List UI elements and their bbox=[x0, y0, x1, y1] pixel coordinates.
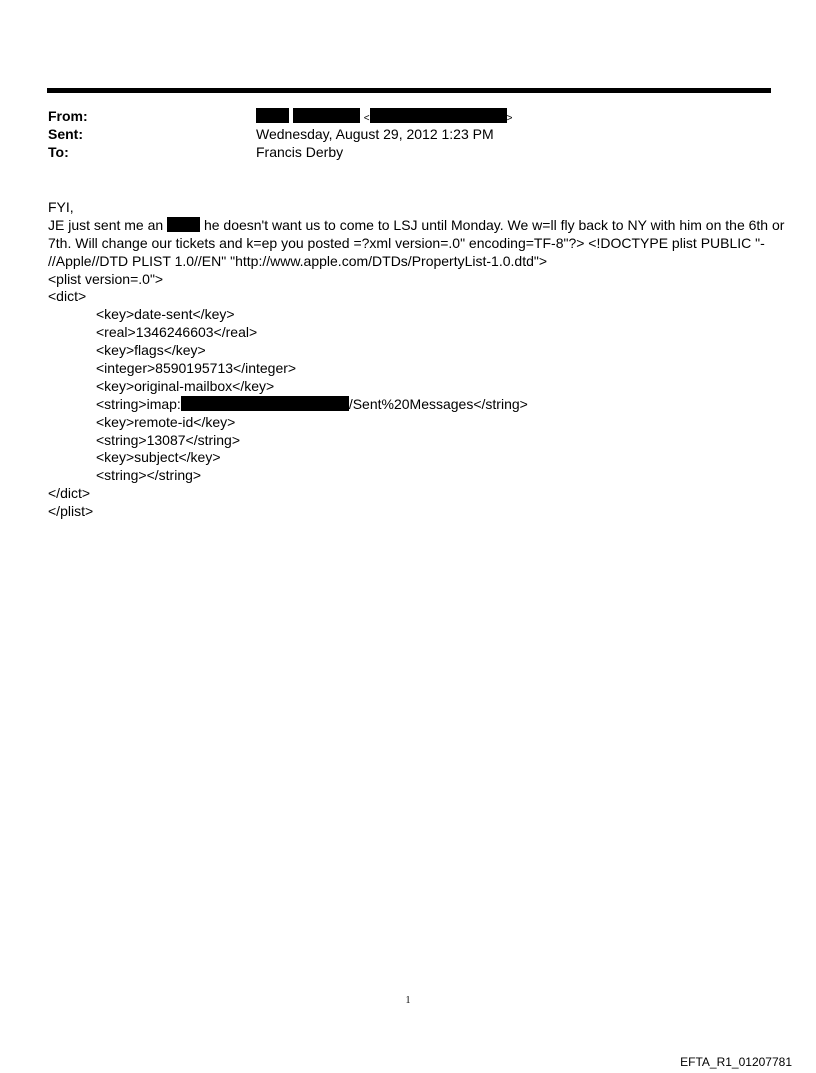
redaction-box bbox=[181, 396, 349, 411]
body-text: /Sent%20Messages</string> bbox=[348, 395, 528, 412]
plist-entry: <integer>8590195713</integer> bbox=[96, 360, 297, 377]
plist-close: </plist> bbox=[48, 503, 94, 520]
redaction-box bbox=[293, 108, 360, 123]
plist-entry: <real>1346246603</real> bbox=[96, 324, 258, 341]
to-value: Francis Derby bbox=[256, 144, 344, 160]
body-line bbox=[48, 216, 785, 235]
plist-entry: <key>flags</key> bbox=[96, 342, 206, 359]
sent-label: Sent: bbox=[48, 126, 83, 142]
dict-open: <dict> bbox=[48, 288, 87, 305]
to-label: To: bbox=[48, 144, 69, 160]
from-gt: > bbox=[506, 113, 513, 124]
body-text: he doesn't want us to come to LSJ until Monday. We w=ll fly back to NY with him on the 6th or bbox=[203, 216, 785, 233]
from-label: From: bbox=[48, 108, 88, 124]
header-rule bbox=[47, 88, 771, 93]
plist-entry: <key>remote-id</key> bbox=[96, 413, 236, 430]
plist-entry bbox=[48, 396, 764, 414]
dict-close: </dict> bbox=[48, 485, 91, 502]
body-line: 7th. Will change our tickets and k=ep you posted =?xml version=.0" encoding=TF-8"?> <!DOCTYPE plist PUBLIC "- bbox=[48, 234, 765, 251]
greeting: FYI, bbox=[48, 199, 74, 215]
body-text: JE just sent me an bbox=[48, 216, 164, 233]
body-line: //Apple//DTD PLIST 1.0//EN" "http://www.apple.com/DTDs/PropertyList-1.0.dtd"> bbox=[48, 252, 548, 269]
sent-value: Wednesday, August 29, 2012 1:23 PM bbox=[256, 126, 494, 142]
body-text: <string>imap: bbox=[96, 395, 181, 412]
page-number: 1 bbox=[405, 995, 411, 1006]
redaction-box bbox=[370, 108, 507, 123]
plist-open: <plist version=.0"> bbox=[48, 270, 164, 287]
plist-entry: <string>13087</string> bbox=[96, 431, 240, 448]
plist-entry: <key>subject</key> bbox=[96, 449, 221, 466]
plist-entry: <key>original-mailbox</key> bbox=[96, 377, 275, 394]
from-lt: < bbox=[363, 113, 370, 124]
redaction-box bbox=[256, 108, 289, 123]
bates-stamp: EFTA_R1_01207781 bbox=[680, 1055, 792, 1069]
email-body bbox=[48, 199, 785, 521]
plist-entry: <string></string> bbox=[96, 467, 202, 484]
plist-entry: <key>date-sent</key> bbox=[96, 306, 235, 323]
redaction-box bbox=[167, 217, 200, 232]
